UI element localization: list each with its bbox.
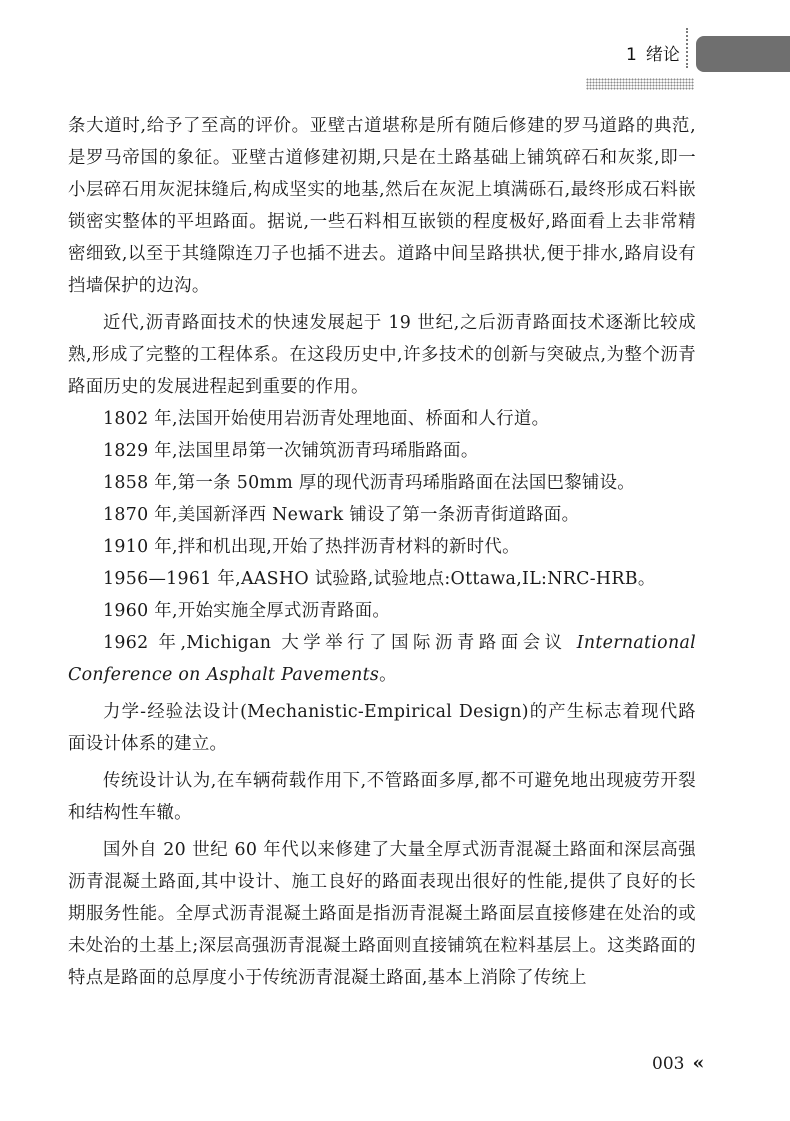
header-tab: [696, 36, 790, 72]
timeline-item: 1910 年,拌和机出现,开始了热拌沥青材料的新时代。: [103, 537, 520, 557]
timeline-item: 1858 年,第一条 50mm 厚的现代沥青玛琋脂路面在法国巴黎铺设。: [103, 473, 635, 493]
chapter-heading: [626, 40, 680, 65]
conference-title: International Conference on Asphalt Pavements: [68, 633, 696, 685]
paragraph: 条大道时,给予了至高的评价。亚壁古道堪称是所有随后修建的罗马道路的典范,是罗马帝国的象征。亚壁古道修建初期,只是在土路基础上铺筑碎石和灰浆,即一小层碎石用灰泥抹缝后,构成坚实的地基,然后在灰泥上填满砾石,最终形成石料嵌锁密实整体的平坦路面。据说,一些石料相互嵌锁的程度极好,路面看上去非常精密细致,以至于其缝隙连刀子也插不进去。道路中间呈路拱状,便于排水,路肩设有挡墙保护的边沟。: [68, 116, 696, 296]
paragraph: 力学-经验法设计(Mechanistic-Empirical Design)的产生标志着现代路面设计体系的建立。: [68, 702, 696, 754]
paragraph: 近代,沥青路面技术的快速发展起于 19 世纪,之后沥青路面技术逐渐比较成熟,形成了完整的工程体系。在这段历史中,许多技术的创新与突破点,为整个沥青路面历史的发展进程起到重要的作用。: [68, 313, 696, 397]
timeline-item: 1829 年,法国里昂第一次铺筑沥青玛琋脂路面。: [103, 441, 479, 461]
page-number: 003: [652, 1054, 685, 1074]
page-header: [0, 0, 790, 96]
body-text: [68, 110, 696, 994]
chevron-left-icon: «: [692, 1052, 705, 1074]
timeline-item: 1802 年,法国开始使用岩沥青处理地面、桥面和人行道。: [103, 409, 550, 429]
timeline-item-text: 1962 年,Michigan 大学举行了国际沥青路面会议: [103, 633, 577, 653]
paragraph: 传统设计认为,在车辆荷载作用下,不管路面多厚,都不可避免地出现疲劳开裂和结构性车辙。: [68, 771, 696, 823]
page-footer: [652, 1052, 704, 1074]
timeline-item: 1870 年,美国新泽西 Newark 铺设了第一条沥青街道路面。: [103, 505, 580, 525]
chapter-number: 1: [626, 45, 637, 65]
header-dot-pattern: [586, 78, 694, 90]
timeline-item: 1956—1961 年,AASHO 试验路,试验地点:Ottawa,IL:NRC-HRB。: [103, 569, 656, 589]
timeline-item: [68, 627, 696, 691]
timeline-item: 1960 年,开始实施全厚式沥青路面。: [103, 601, 391, 621]
chapter-title: 绪论: [645, 45, 680, 65]
timeline-item-end: 。: [379, 665, 397, 685]
paragraph: 国外自 20 世纪 60 年代以来修建了大量全厚式沥青混凝土路面和深层高强沥青混凝土路面,其中设计、施工良好的路面表现出很好的性能,提供了良好的长期服务性能。全厚式沥青混凝土路面是指沥青混凝土路面层直接修建在处治的或未处治的土基上;深层高强沥青混凝土路面则直接铺筑在粒料基层上。这类路面的特点是路面的总厚度小于传统沥青混凝土路面,基本上消除了传统上: [68, 840, 696, 988]
